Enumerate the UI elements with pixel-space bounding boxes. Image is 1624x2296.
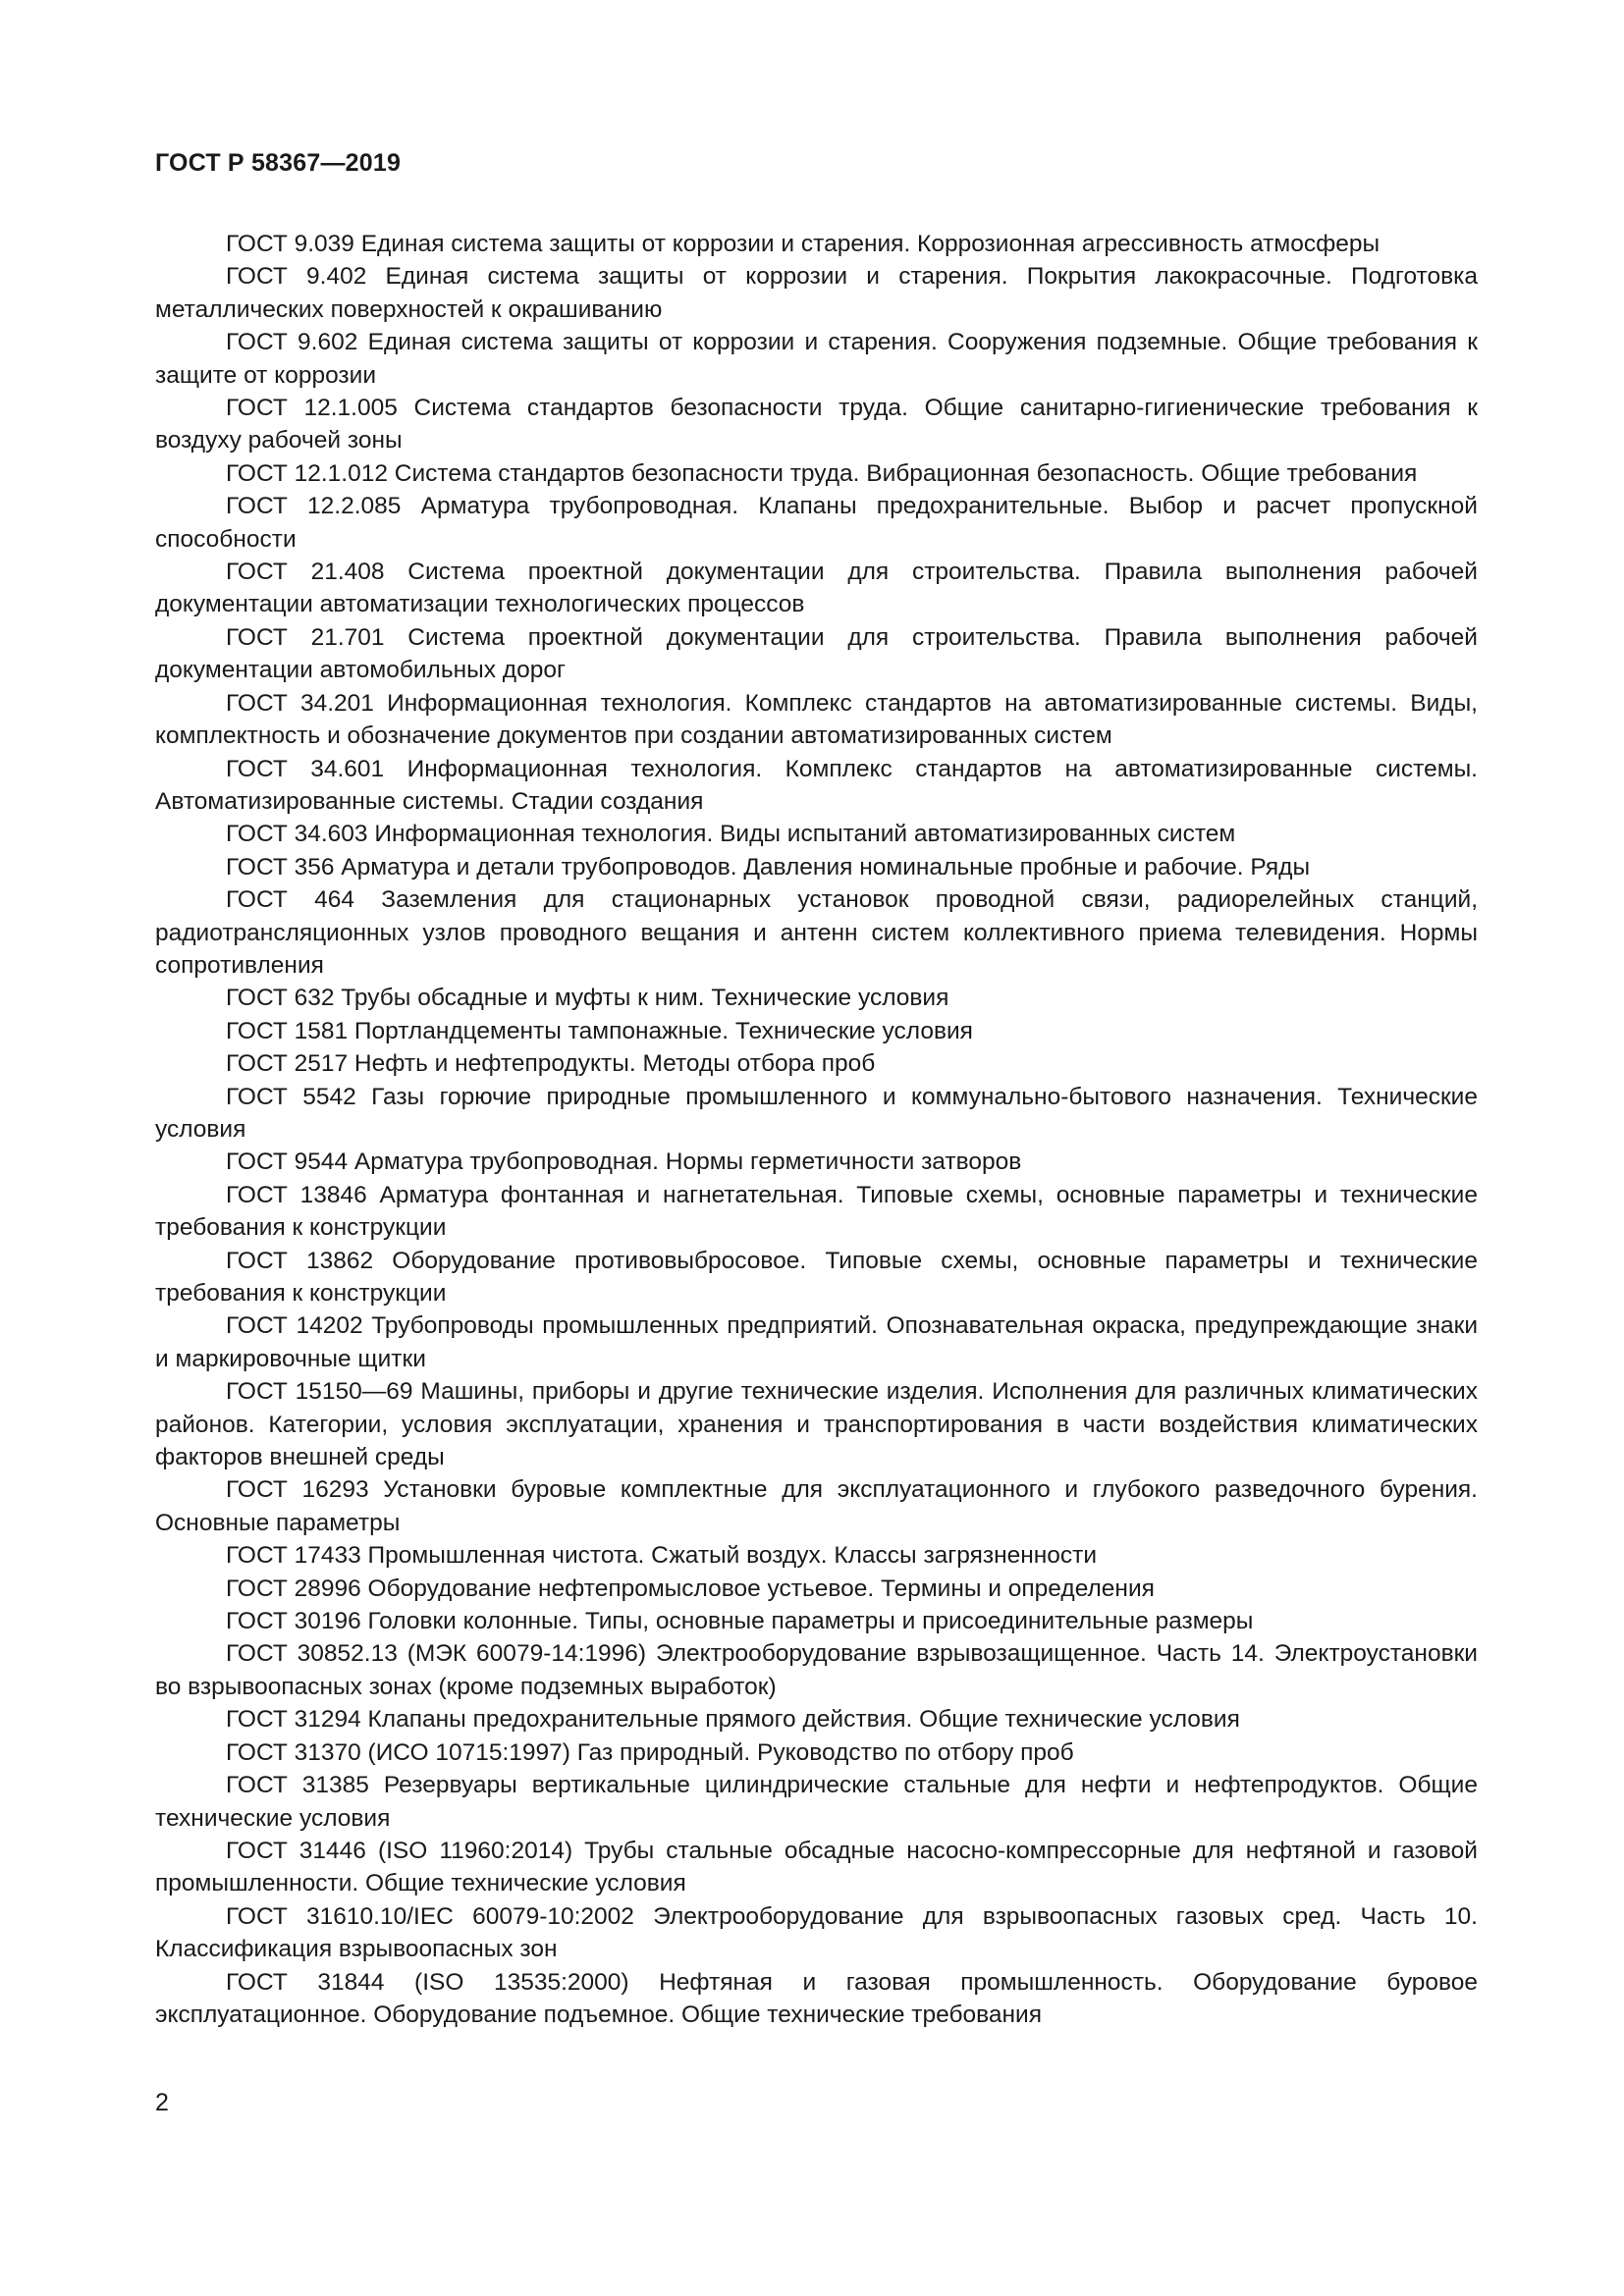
reference-item: ГОСТ 21.408 Система проектной документации для строительства. Правила выполнения рабочей документации автоматизации технологических процессов <box>155 559 1478 618</box>
reference-item: ГОСТ 13846 Арматура фонтанная и нагнетательная. Типовые схемы, основные параметры и технические требования к конструкции <box>155 1181 1478 1242</box>
reference-item: ГОСТ 12.2.085 Арматура трубопроводная. Клапаны предохранительные. Выбор и расчет пропускной способности <box>155 493 1478 553</box>
reference-item: ГОСТ 632 Трубы обсадные и муфты к ним. Технические условия <box>226 985 949 1012</box>
reference-item: ГОСТ 2517 Нефть и нефтепродукты. Методы отбора проб <box>226 1050 876 1078</box>
reference-item: ГОСТ 31294 Клапаны предохранительные прямого действия. Общие технические условия <box>226 1706 1240 1734</box>
reference-item: ГОСТ 31610.10/IEC 60079-10:2002 Электрооборудование для взрывоопасных газовых сред. Часть 10. Классификация взрывоопасных зон <box>155 1902 1478 1963</box>
reference-item: ГОСТ 31370 (ИСО 10715:1997) Газ природный. Руководство по отбору проб <box>226 1738 1074 1766</box>
normative-references-list <box>155 228 1478 2031</box>
document-header: ГОСТ Р 58367—2019 <box>155 149 402 177</box>
reference-item: ГОСТ 14202 Трубопроводы промышленных предприятий. Опознавательная окраска, предупреждающие знаки и маркировочные щитки <box>155 1312 1478 1372</box>
reference-item: ГОСТ 356 Арматура и детали трубопроводов. Давления номинальные пробные и рабочие. Ряды <box>226 853 1311 881</box>
reference-item: ГОСТ 31844 (ISO 13535:2000) Нефтяная и газовая промышленность. Оборудование буровое эксплуатационное. Оборудование подъемное. Общие технические требования <box>155 1968 1478 2028</box>
reference-item: ГОСТ 9544 Арматура трубопроводная. Нормы герметичности затворов <box>226 1148 1022 1176</box>
reference-item: ГОСТ 34.201 Информационная технология. Комплекс стандартов на автоматизированные системы. Виды, комплектность и обозначение документов при создании автоматизированных систем <box>155 689 1478 750</box>
reference-item: ГОСТ 21.701 Система проектной документации для строительства. Правила выполнения рабочей документации автомобильных дорог <box>155 623 1478 684</box>
reference-item: ГОСТ 15150—69 Машины, приборы и другие технические изделия. Исполнения для различных климатических районов. Категории, условия эксплуатации, хранения и транспортирования в части воздействия климатических факторов внешней среды <box>155 1378 1478 1471</box>
reference-item: ГОСТ 1581 Портландцементы тампонажные. Технические условия <box>226 1017 973 1044</box>
reference-item: ГОСТ 30196 Головки колонные. Типы, основные параметры и присоединительные размеры <box>226 1608 1254 1635</box>
reference-item: ГОСТ 30852.13 (МЭК 60079-14:1996) Электрооборудование взрывозащищенное. Часть 14. Электроустановки во взрывоопасных зонах (кроме подземных выработок) <box>155 1640 1478 1700</box>
reference-item: ГОСТ 9.602 Единая система защиты от коррозии и старения. Сооружения подземные. Общие требования к защите от коррозии <box>155 329 1478 389</box>
page-number: 2 <box>155 2089 169 2116</box>
reference-item: ГОСТ 13862 Оборудование противовыбросовое. Типовые схемы, основные параметры и технические требования к конструкции <box>155 1247 1478 1307</box>
reference-item: ГОСТ 9.039 Единая система защиты от коррозии и старения. Коррозионная агрессивность атмосферы <box>226 231 1380 257</box>
reference-item: ГОСТ 464 Заземления для стационарных установок проводной связи, радиорелейных станций, радиотрансляционных узлов проводного вещания и антенн систем коллективного приема телевидения. Нормы сопротивления <box>155 886 1478 979</box>
reference-item: ГОСТ 28996 Оборудование нефтепромысловое устьевое. Термины и определения <box>226 1575 1155 1602</box>
reference-item: ГОСТ 9.402 Единая система защиты от коррозии и старения. Покрытия лакокрасочные. Подготовка металлических поверхностей к окрашиванию <box>155 263 1478 323</box>
reference-item: ГОСТ 16293 Установки буровые комплектные для эксплуатационного и глубокого разведочного бурения. Основные параметры <box>155 1476 1478 1536</box>
reference-item: ГОСТ 17433 Промышленная чистота. Сжатый воздух. Классы загрязненности <box>226 1542 1098 1570</box>
reference-item: ГОСТ 31385 Резервуары вертикальные цилиндрические стальные для нефти и нефтепродуктов. Общие технические условия <box>155 1772 1478 1832</box>
reference-item: ГОСТ 5542 Газы горючие природные промышленного и коммунально-бытового назначения. Технические условия <box>155 1083 1478 1143</box>
reference-item: ГОСТ 31446 (ISO 11960:2014) Трубы стальные обсадные насосно-компрессорные для нефтяной и газовой промышленности. Общие технические условия <box>155 1837 1478 1897</box>
reference-item: ГОСТ 12.1.012 Система стандартов безопасности труда. Вибрационная безопасность. Общие требования <box>226 459 1418 487</box>
reference-item: ГОСТ 12.1.005 Система стандартов безопасности труда. Общие санитарно-гигиенические требования к воздуху рабочей зоны <box>155 395 1478 454</box>
reference-item: ГОСТ 34.601 Информационная технология. Комплекс стандартов на автоматизированные системы. Автоматизированные системы. Стадии создания <box>155 755 1478 815</box>
reference-item: ГОСТ 34.603 Информационная технология. Виды испытаний автоматизированных систем <box>226 821 1236 848</box>
